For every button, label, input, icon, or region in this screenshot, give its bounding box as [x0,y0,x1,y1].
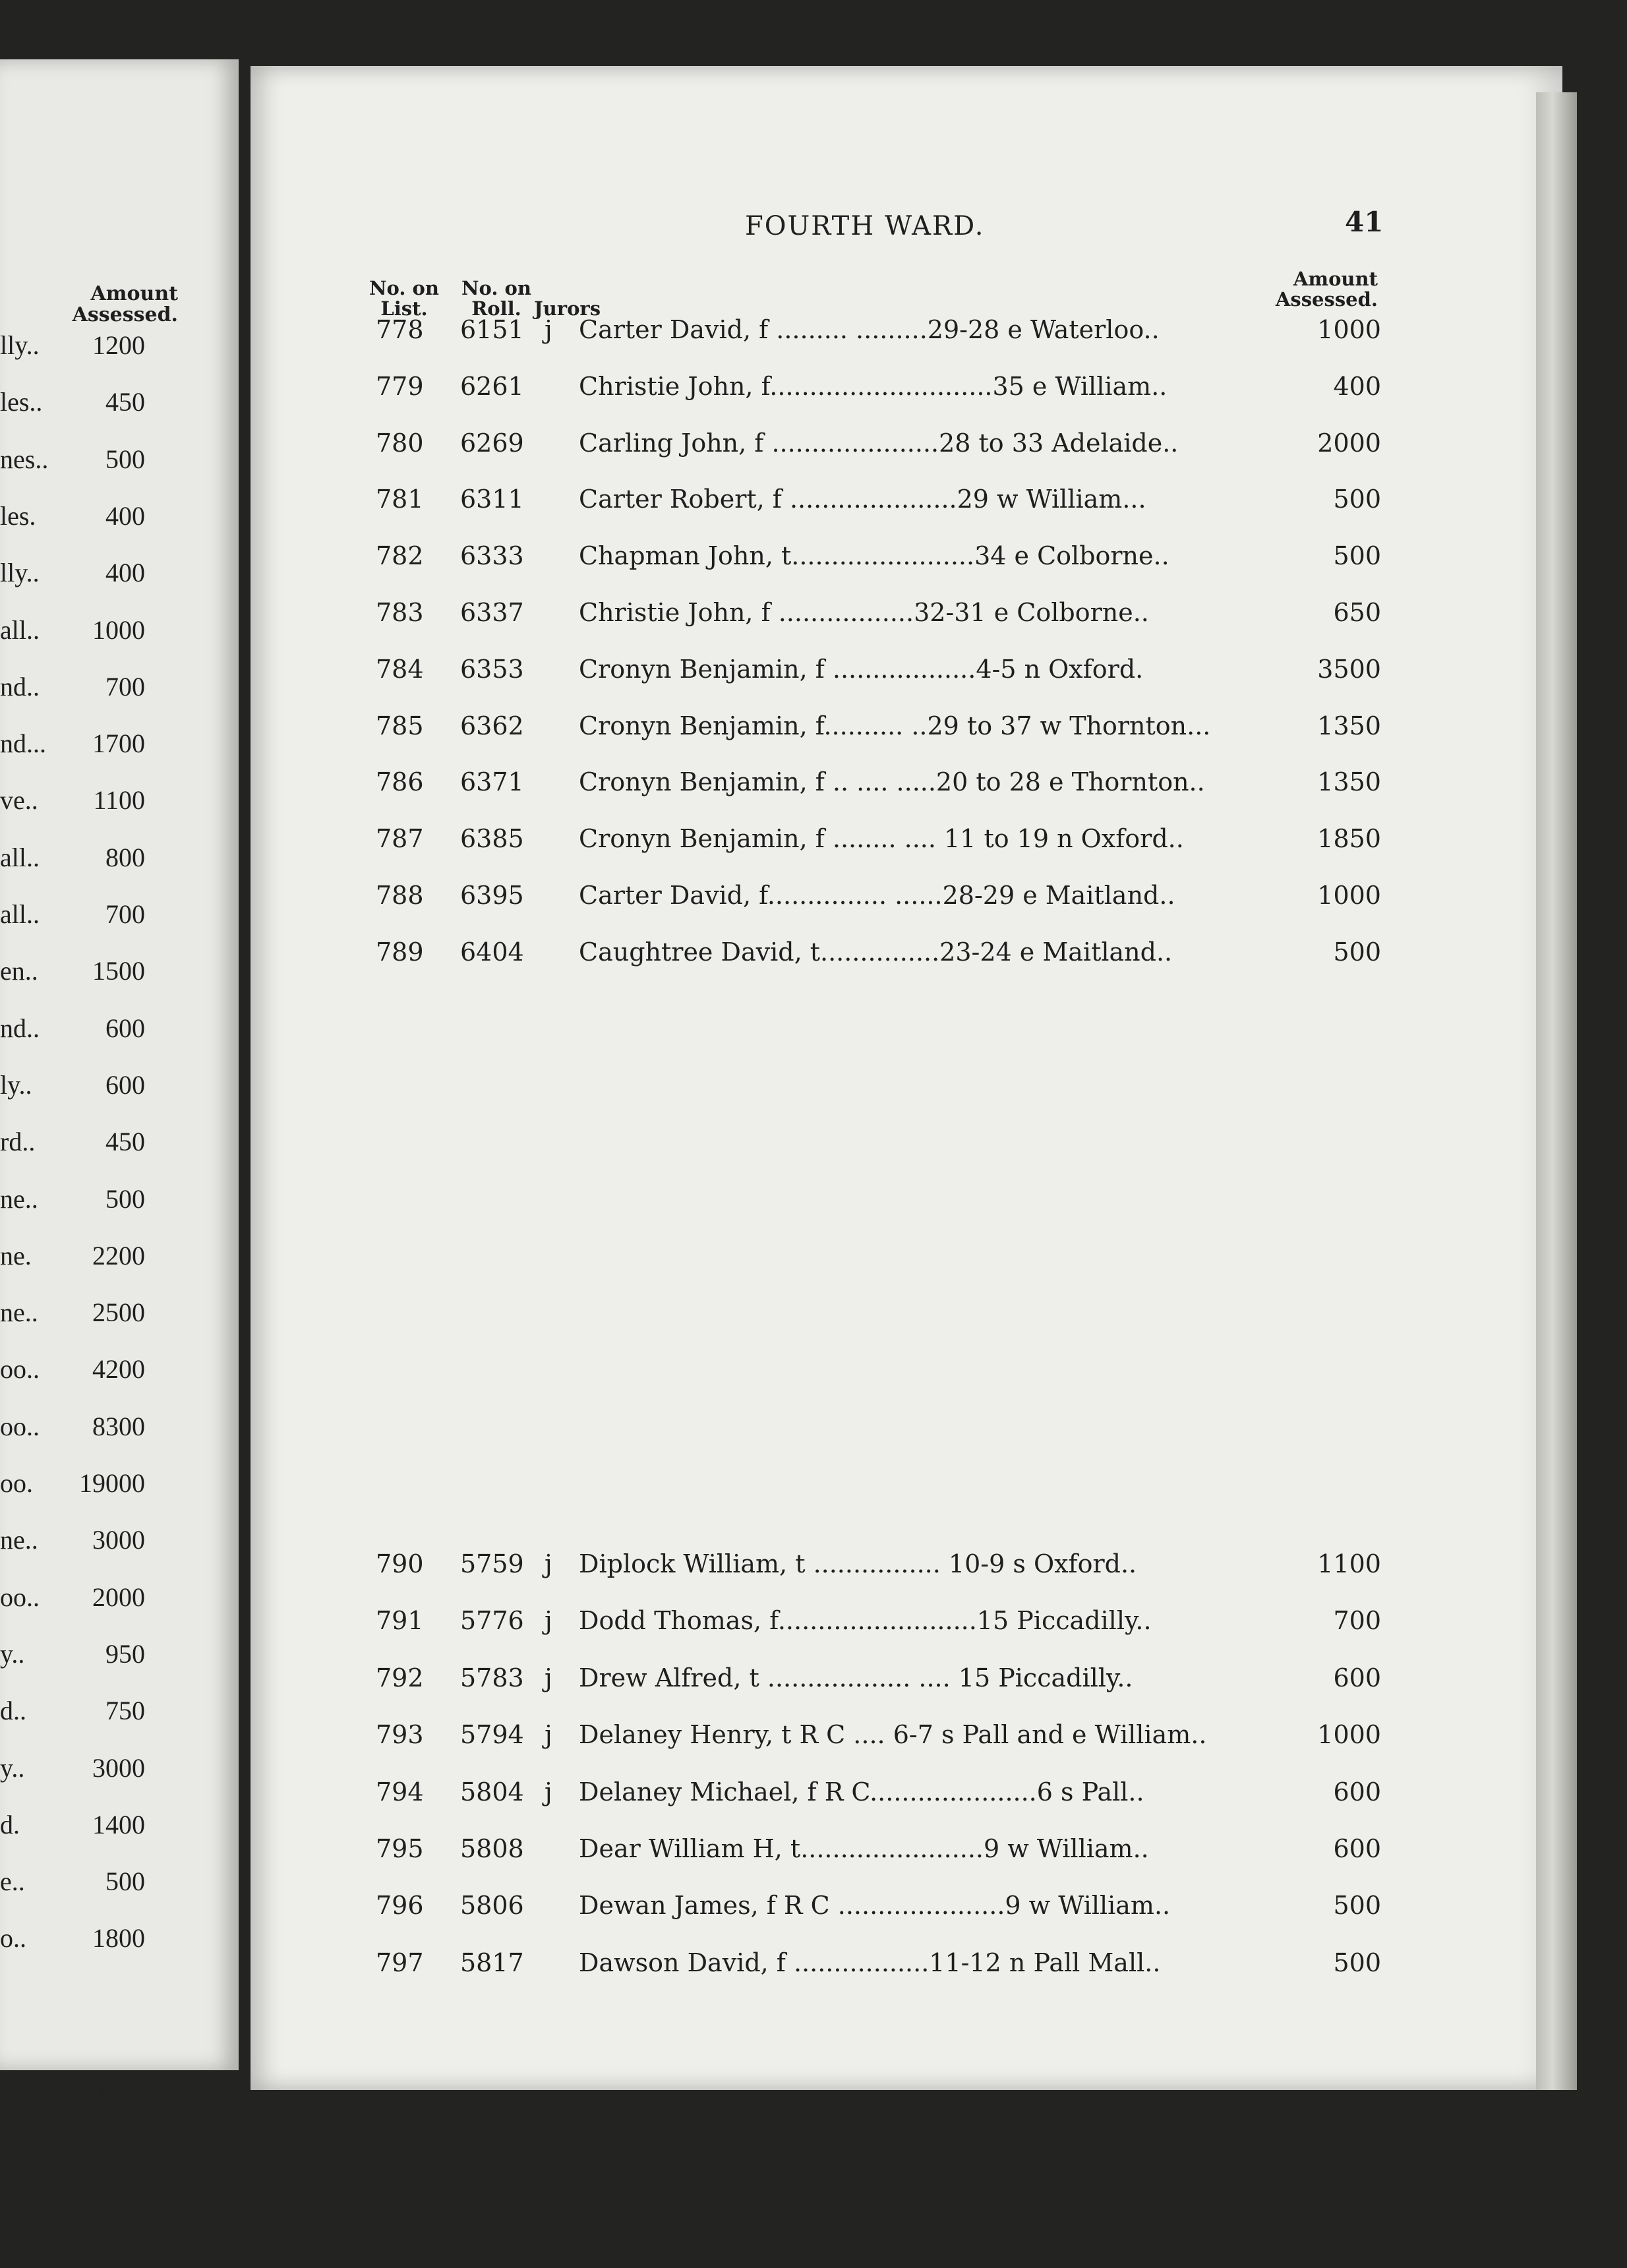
entry-text: Delaney Henry, t R C .... 6-7 s Pall and e William.. [579,1720,1207,1750]
left-row-amount: 3000 [92,1525,145,1555]
left-row-text: lly.. [0,558,40,588]
amount-assessed: 1000 [1317,315,1381,344]
entry-text: Dear William H, t.......................9 w William.. [579,1834,1149,1863]
table-row [0,881,1627,914]
page-title: FOURTH WARD. [745,211,985,241]
left-row-text: en.. [0,956,38,986]
table-row [0,1663,1627,1696]
left-row-amount: 400 [105,500,145,531]
roll-number: 6269 [460,428,524,458]
table-row [0,824,1627,857]
amount-assessed: 1350 [1317,767,1381,797]
amount-assessed: 600 [1333,1834,1381,1863]
left-row-amount: 600 [105,1013,145,1043]
amount-assessed: 500 [1333,485,1381,514]
entry-text: Cronyn Benjamin, f ..................4-5 n Oxford. [579,654,1144,684]
entry-text: Cronyn Benjamin, f .. .... .....20 to 28 e Thornton.. [579,767,1205,797]
juror-mark: j [545,1663,552,1692]
left-row-text: rd.. [0,1127,36,1157]
left-row-amount: 19000 [79,1468,145,1498]
entry-text: Carter Robert, f .....................29 w William... [579,485,1146,514]
left-row-amount: 1800 [92,1923,145,1954]
roll-number: 6261 [460,371,524,401]
entry-text: Carter David, f ......... .........29-28 e Waterloo.. [579,315,1160,344]
roll-number: 5794 [460,1720,524,1750]
roll-number: 6333 [460,541,524,571]
entry-text: Carling John, f .....................28 to 33 Adelaide.. [579,428,1179,458]
list-number: 795 [376,1834,424,1863]
left-row-amount: 500 [105,1866,145,1897]
left-row-amount: 500 [105,444,145,474]
left-row-text: all.. [0,842,40,872]
list-number: 778 [376,315,424,344]
amount-assessed: 600 [1333,1777,1381,1806]
list-number: 781 [376,485,424,514]
list-number: 794 [376,1777,424,1806]
table-row [0,938,1627,970]
roll-number: 5783 [460,1663,524,1692]
left-amount-header: Amount Assessed. [72,282,178,326]
left-row-text: ne.. [0,1525,38,1555]
amount-assessed: 1000 [1317,881,1381,910]
entry-text: Dodd Thomas, f.........................15 Piccadilly.. [579,1606,1152,1636]
amount-assessed: 1000 [1317,1720,1381,1750]
list-number: 784 [376,654,424,684]
roll-number: 5776 [460,1606,524,1636]
left-row-amount: 2200 [92,1240,145,1270]
left-row-amount: 450 [105,1127,145,1157]
juror-mark: j [545,1720,552,1750]
left-row-text: oo. [0,1468,33,1498]
left-row-amount: 1500 [92,956,145,986]
entry-text: Dewan James, f R C .....................9 w William.. [579,1891,1171,1921]
table-row [0,1549,1627,1582]
entry-text: Caughtree David, t...............23-24 e Maitland.. [579,937,1173,967]
left-row-amount: 700 [105,899,145,929]
list-number: 782 [376,541,424,571]
left-row-amount: 2000 [92,1582,145,1612]
roll-number: 5804 [460,1777,524,1806]
left-row-text: ly.. [0,1069,32,1100]
left-row-text: nd.. [0,1013,40,1043]
left-row-text: y.. [0,1638,25,1669]
roll-number: 5808 [460,1834,524,1863]
left-row-text: nd.. [0,671,40,701]
roll-number: 6404 [460,937,524,967]
left-row-amount: 450 [105,387,145,417]
list-number: 789 [376,937,424,967]
entry-text: Drew Alfred, t .................. .... 15 Piccadilly.. [579,1663,1133,1692]
left-row-amount: 2500 [92,1298,145,1328]
list-number: 790 [376,1549,424,1578]
roll-number: 6371 [460,767,524,797]
amount-assessed: 650 [1333,598,1381,627]
left-row-text: oo.. [0,1582,40,1612]
table-row [0,655,1627,688]
left-row-amount: 1400 [92,1809,145,1839]
left-row-text: ne.. [0,1183,38,1214]
left-row-amount: 600 [105,1069,145,1100]
left-row-text: oo.. [0,1354,40,1385]
left-row-text: all.. [0,614,40,645]
list-number: 791 [376,1606,424,1636]
entry-text: Diplock William, t ................ 10-9 s Oxford.. [579,1549,1137,1578]
left-row-text: lly.. [0,330,40,360]
left-row-amount: 1200 [92,330,145,360]
left-row-amount: 700 [105,671,145,701]
roll-number: 6385 [460,824,524,854]
amount-assessed: 500 [1333,1891,1381,1921]
roll-number: 5759 [460,1549,524,1578]
left-row-text: nd... [0,729,46,759]
table-row [0,1834,1627,1867]
amount-assessed: 1100 [1317,1549,1381,1578]
roll-number: 6395 [460,881,524,910]
table-row [0,485,1627,518]
table-row [0,1720,1627,1753]
amount-assessed: 2000 [1317,428,1381,458]
left-row-text: les. [0,500,36,531]
list-number: 797 [376,1948,424,1977]
page-number: 41 [1345,206,1384,238]
list-number: 785 [376,711,424,740]
entry-text: Cronyn Benjamin, f ........ .... 11 to 19 n Oxford.. [579,824,1184,854]
left-row-text: les.. [0,387,43,417]
list-number: 786 [376,767,424,797]
table-row [0,315,1627,348]
table-row [0,1891,1627,1924]
left-row-text: d.. [0,1696,26,1726]
left-row-text: y.. [0,1752,25,1783]
entry-text: Delaney Michael, f R C.....................6 s Pall.. [579,1777,1144,1806]
roll-number: 5806 [460,1891,524,1921]
left-row-amount: 1000 [92,614,145,645]
entry-text: Carter David, f............... ......28-29 e Maitland.. [579,881,1175,910]
table-row [0,767,1627,800]
left-row-amount: 1700 [92,729,145,759]
left-row-text: nes.. [0,444,49,474]
left-row-amount: 400 [105,558,145,588]
left-row-text: d. [0,1809,20,1839]
amount-assessed: 600 [1333,1663,1381,1692]
list-number: 780 [376,428,424,458]
juror-mark: j [545,1549,552,1578]
left-row-amount: 750 [105,1696,145,1726]
left-row-text: o.. [0,1923,26,1954]
roll-number: 6337 [460,598,524,627]
table-row [0,372,1627,405]
roll-number: 6362 [460,711,524,740]
juror-mark: j [545,315,552,344]
table-row [0,1777,1627,1810]
entry-text: Christie John, f .................32-31 e Colborne.. [579,598,1149,627]
roll-number: 6151 [460,315,524,344]
list-number: 788 [376,881,424,910]
entry-text: Chapman John, t.......................34 e Colborne.. [579,541,1169,571]
list-number-header: No. on List. [369,277,439,320]
ink-mark [100,2087,105,2095]
left-row-amount: 8300 [92,1411,145,1441]
amount-header: Amount Assessed. [1275,268,1378,311]
table-row [0,711,1627,744]
jurors-header: Jurors [534,297,601,320]
left-row-amount: 4200 [92,1354,145,1385]
left-row-amount: 1100 [93,785,145,816]
left-row-text: ne.. [0,1298,38,1328]
left-row-text: ne. [0,1240,32,1270]
list-number: 783 [376,598,424,627]
amount-assessed: 700 [1333,1606,1381,1636]
juror-mark: j [545,1606,552,1636]
roll-number: 6311 [460,485,524,514]
left-row-text: all.. [0,899,40,929]
amount-assessed: 500 [1333,937,1381,967]
left-row-amount: 3000 [92,1752,145,1783]
roll-number: 5817 [460,1948,524,1977]
amount-assessed: 1850 [1317,824,1381,854]
amount-assessed: 500 [1333,541,1381,571]
amount-assessed: 500 [1333,1948,1381,1977]
left-row-text: oo.. [0,1411,40,1441]
entry-text: Cronyn Benjamin, f.......... ..29 to 37 w Thornton... [579,711,1211,740]
list-number: 787 [376,824,424,854]
table-row [0,541,1627,574]
roll-number-header: No. on Roll. [461,277,531,320]
left-row-amount: 950 [105,1638,145,1669]
list-number: 779 [376,371,424,401]
table-row [0,1948,1627,1981]
table-row [0,598,1627,631]
left-row-amount: 800 [105,842,145,872]
table-row [0,1606,1627,1639]
juror-mark: j [545,1777,552,1806]
list-number: 796 [376,1891,424,1921]
left-row-text: ve.. [0,785,38,816]
entry-text: Dawson David, f .................11-12 n Pall Mall.. [579,1948,1161,1977]
roll-number: 6353 [460,654,524,684]
amount-assessed: 400 [1333,371,1381,401]
entry-text: Christie John, f............................35 e William.. [579,371,1168,401]
left-row-amount: 500 [105,1183,145,1214]
left-row-text: e.. [0,1866,25,1897]
amount-assessed: 1350 [1317,711,1381,740]
list-number: 793 [376,1720,424,1750]
amount-assessed: 3500 [1317,654,1381,684]
list-number: 792 [376,1663,424,1692]
table-row [0,429,1627,462]
